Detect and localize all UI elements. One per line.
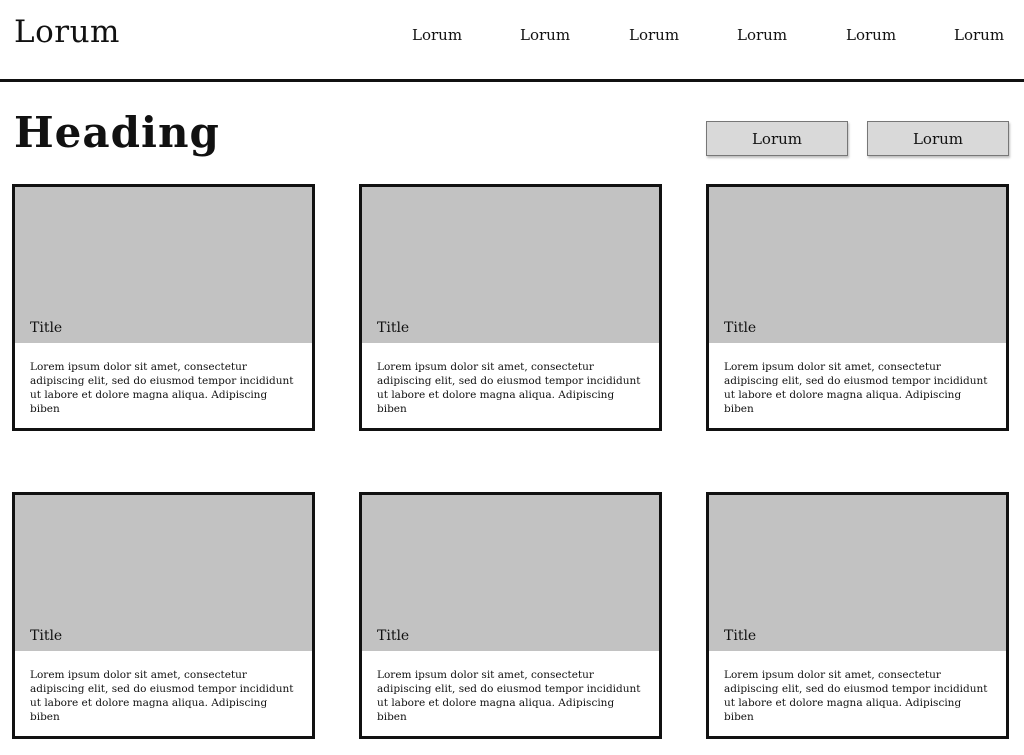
card-title: Title <box>377 320 410 336</box>
card-description: Lorem ipsum dolor sit amet, consectetur adipiscing elit, sed do eiusmod tempor incididunt ut labore et dolore magna aliqua. Adipiscing biben <box>377 669 641 723</box>
nav-link-2[interactable]: Lorum <box>520 26 571 44</box>
card-description: Lorem ipsum dolor sit amet, consectetur adipiscing elit, sed do eiusmod tempor incididunt ut labore et dolore magna aliqua. Adipiscing biben <box>30 361 294 415</box>
content-card[interactable] <box>706 492 1009 739</box>
card-description: Lorem ipsum dolor sit amet, consectetur adipiscing elit, sed do eiusmod tempor incididunt ut labore et dolore magna aliqua. Adipiscing biben <box>377 361 641 415</box>
content-card[interactable] <box>12 492 315 739</box>
content-card[interactable] <box>359 184 662 431</box>
site-logo[interactable]: Lorum <box>14 14 120 50</box>
nav-link-6[interactable]: Lorum <box>954 26 1005 44</box>
card-description: Lorem ipsum dolor sit amet, consectetur adipiscing elit, sed do eiusmod tempor incididunt ut labore et dolore magna aliqua. Adipiscing biben <box>724 361 988 415</box>
card-description: Lorem ipsum dolor sit amet, consectetur adipiscing elit, sed do eiusmod tempor incididunt ut labore et dolore magna aliqua. Adipiscing biben <box>30 669 294 723</box>
content-card[interactable] <box>359 492 662 739</box>
card-description: Lorem ipsum dolor sit amet, consectetur adipiscing elit, sed do eiusmod tempor incididunt ut labore et dolore magna aliqua. Adipiscing biben <box>724 669 988 723</box>
action-button-1[interactable]: Lorum <box>706 121 848 156</box>
page-heading: Heading <box>14 108 220 157</box>
top-bar <box>0 0 1024 82</box>
content-card[interactable] <box>12 184 315 431</box>
card-title: Title <box>724 628 757 644</box>
action-button-2[interactable]: Lorum <box>867 121 1009 156</box>
card-title: Title <box>30 628 63 644</box>
content-card[interactable] <box>706 184 1009 431</box>
card-title: Title <box>377 628 410 644</box>
card-title: Title <box>30 320 63 336</box>
nav-link-4[interactable]: Lorum <box>737 26 788 44</box>
nav-link-1[interactable]: Lorum <box>412 26 463 44</box>
card-title: Title <box>724 320 757 336</box>
nav-link-3[interactable]: Lorum <box>629 26 680 44</box>
nav-link-5[interactable]: Lorum <box>846 26 897 44</box>
